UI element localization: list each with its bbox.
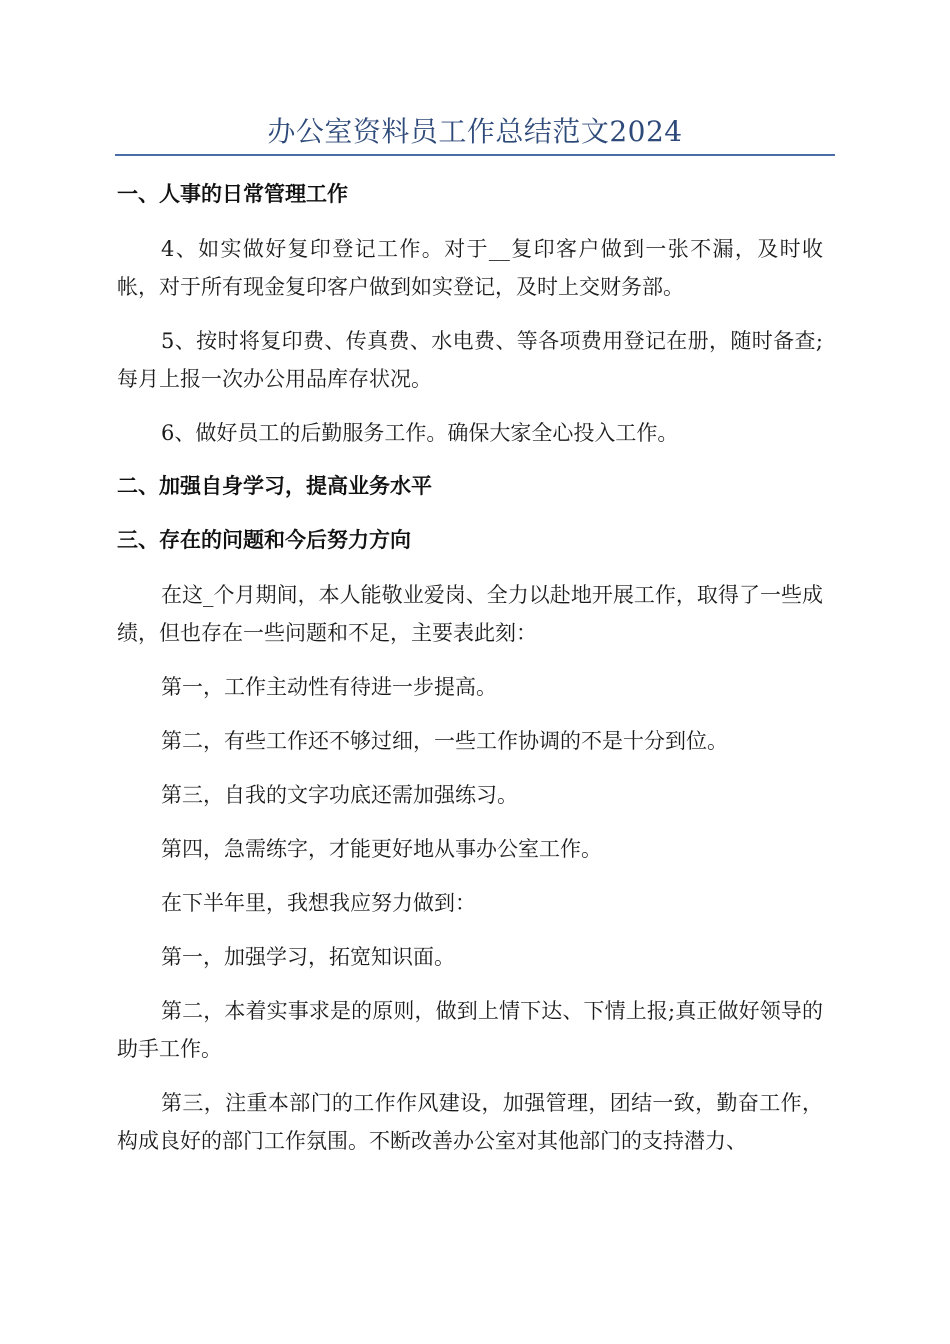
paragraph-plan-intro: 在下半年里，我想我应努力做到： — [161, 891, 476, 915]
title-underline — [115, 154, 835, 156]
document-title: 办公室资料员工作总结范文2024 — [267, 115, 683, 148]
paragraph-item-5: 5、按时将复印费、传真费、水电费、等各项费用登记在册，随时备查;每月上报一次办公用品库存状况。 — [117, 329, 823, 391]
paragraph-issue-2: 第二，有些工作还不够过细，一些工作协调的不是十分到位。 — [161, 729, 728, 753]
paragraph-item-6: 6、做好员工的后勤服务工作。确保大家全心投入工作。 — [161, 421, 679, 445]
section-heading-1: 一、人事的日常管理工作 — [117, 182, 348, 206]
paragraph-plan-2: 第二，本着实事求是的原则，做到上情下达、下情上报;真正做好领导的助手工作。 — [117, 999, 823, 1061]
paragraph-summary: 在这_个月期间，本人能敬业爱岗、全力以赴地开展工作，取得了一些成绩，但也存在一些问题和不足，主要表此刻： — [117, 583, 823, 645]
paragraph-issue-1: 第一，工作主动性有待进一步提高。 — [161, 675, 497, 699]
paragraph-plan-3: 第三，注重本部门的工作作风建设，加强管理，团结一致，勤奋工作，构成良好的部门工作氛围。不断改善办公室对其他部门的支持潜力、 — [117, 1091, 823, 1153]
paragraph-item-4: 4、如实做好复印登记工作。对于__复印客户做到一张不漏，及时收帐，对于所有现金复印客户做到如实登记，及时上交财务部。 — [117, 237, 823, 299]
section-heading-3: 三、存在的问题和今后努力方向 — [117, 528, 411, 552]
document-body — [117, 176, 823, 1176]
section-heading-2: 二、加强自身学习，提高业务水平 — [117, 474, 432, 498]
paragraph-plan-1: 第一，加强学习，拓宽知识面。 — [161, 945, 455, 969]
paragraph-issue-3: 第三，自我的文字功底还需加强练习。 — [161, 783, 518, 807]
paragraph-issue-4: 第四，急需练字，才能更好地从事办公室工作。 — [161, 837, 602, 861]
